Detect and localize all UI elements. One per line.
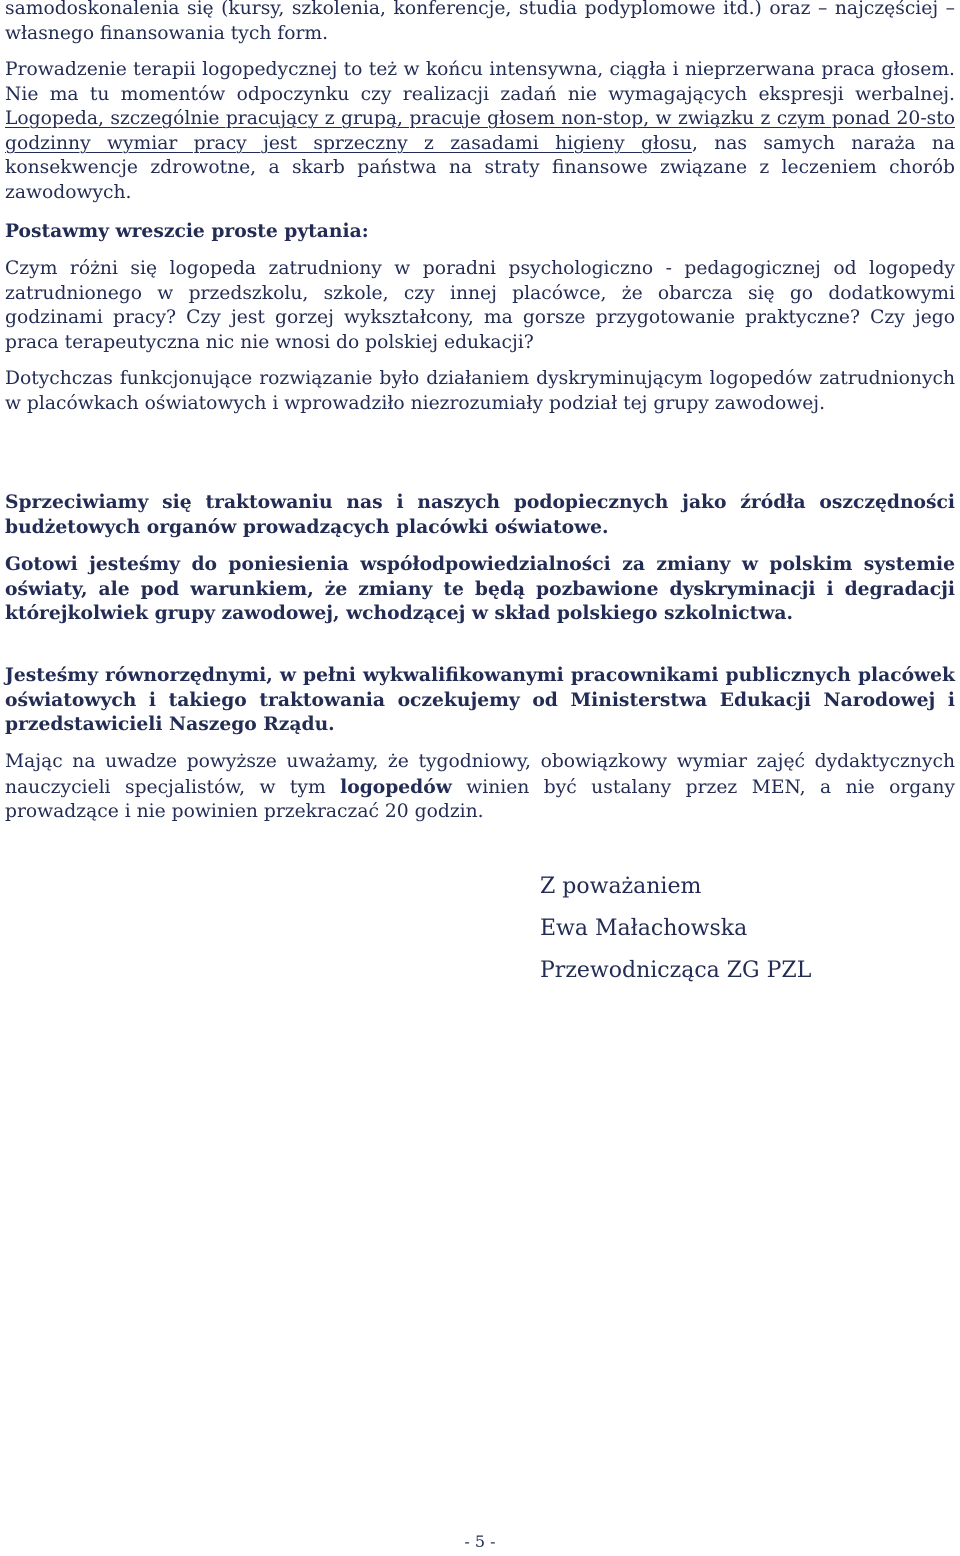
paragraph-discrimination: Dotychczas funkcjonujące rozwiązanie było działaniem dyskryminującym logopedów zatrudnionych w placówkach oświatowych i wprowadziło niezrozumiały podział tej grupy zawodowej. bbox=[5, 368, 955, 414]
paragraph-conclusion bbox=[5, 750, 955, 825]
voice-work-underlined: Logopeda, szczególnie pracujący z grupą, pracuje głosem non-stop, w związku z czym ponad 20-sto godzinny wymiar pracy jest sprzeczny z zasadami higieny głosu bbox=[5, 108, 955, 154]
conclusion-bold: logopedów bbox=[340, 775, 452, 798]
signature-name: Ewa Małachowska bbox=[540, 916, 748, 941]
statement-equality: Jesteśmy równorzędnymi, w pełni wykwalifikowanymi pracownikami publicznych placówek oświatowych i takiego traktowania oczekujemy od Ministerstwa Edukacji Narodowej i przedstawicieli Naszego Rządu. bbox=[5, 664, 955, 735]
paragraph-questions: Czym różni się logopeda zatrudniony w poradni psychologiczno - pedagogicznej od logopedy zatrudnionego w przedszkolu, szkole, czy innej placówce, że obarcza się go dodatkowymi godzinami pracy? Czy jest gorzej wykształcony, ma gorsze przygotowanie praktyczne? Czy jego praca terapeutyczna nic nie wnosi do polskiej edukacji? bbox=[5, 258, 955, 353]
signature-title: Przewodnicząca ZG PZL bbox=[540, 958, 812, 983]
paragraph-self-improvement: samodoskonalenia się (kursy, szkolenia, konferencje, studia podyplomowe itd.) oraz – najczęściej – własnego finansowania tych form. bbox=[5, 0, 955, 44]
statement-readiness: Gotowi jesteśmy do poniesienia współodpowiedzialności za zmiany w polskim systemie oświaty, ale pod warunkiem, że zmiany te będą pozbawione dyskryminacji i degradacji którejkolwiek grupy zawodowej, wchodzącej w skład polskiego szkolnictwa. bbox=[5, 553, 955, 624]
conclusion-rest: winien być ustalany przez MEN, a nie organy prowadzące i nie powinien przekraczać 20 godzin. bbox=[5, 776, 955, 822]
signature-greeting: Z poważaniem bbox=[540, 874, 702, 899]
voice-work-rest: , nas samych naraża na konsekwencje zdrowotne, a skarb państwa na straty finansowe związane z leczeniem chorób zawodowych. bbox=[5, 132, 955, 203]
voice-work-intro: Prowadzenie terapii logopedycznej to też w końcu intensywna, ciągła i nieprzerwana praca głosem. Nie ma tu momentów odpoczynku czy realizacji zadań nie wymagających ekspresji werbalnej. bbox=[5, 59, 955, 105]
page-number: - 5 - bbox=[464, 1532, 496, 1551]
paragraph-voice-work bbox=[5, 58, 955, 205]
conclusion-intro: Mając na uwadze powyższe uważamy, że tygodniowy, obowiązkowy wymiar zajęć dydaktycznych nauczycieli specjalistów, w tym bbox=[5, 751, 955, 798]
questions-heading: Postawmy wreszcie proste pytania: bbox=[5, 220, 369, 242]
statement-objection: Sprzeciwiamy się traktowaniu nas i naszych podopiecznych jako źródła oszczędności budżetowych organów prowadzących placówki oświatowe. bbox=[5, 491, 955, 538]
